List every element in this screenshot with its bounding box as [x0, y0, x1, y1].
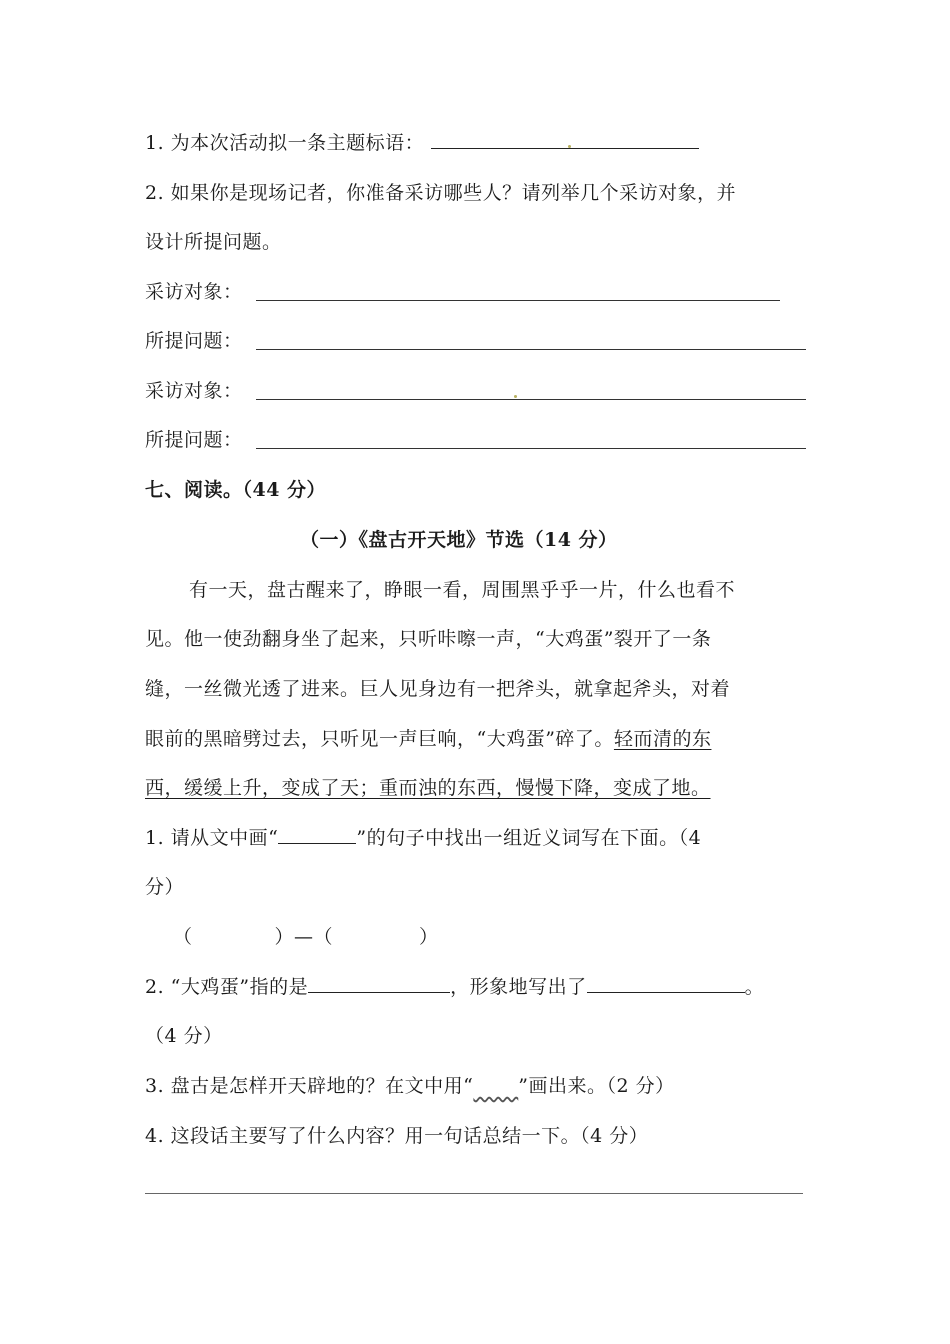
reading-question-2-a: 2. “大鸡蛋”指的是	[145, 976, 309, 998]
section-7-title: 七、阅读。（44 分）	[145, 479, 327, 501]
question-1	[145, 130, 699, 156]
reading-question-2	[145, 974, 764, 1000]
question-label-2: 所提问题：	[145, 429, 243, 451]
reading-question-3	[145, 1073, 675, 1099]
passage-line-4	[145, 726, 711, 752]
synonym-paren-right: ）	[419, 926, 439, 948]
question-2-line-2: 设计所提问题。	[145, 231, 282, 253]
interviewee-answer-line-1[interactable]	[256, 300, 780, 301]
question-2-line-1: 2. 如果你是现场记者，你准备采访哪些人？请列举几个采访对象，并	[145, 182, 737, 204]
synonym-paren-left: （	[173, 926, 193, 948]
question-1-text: 1. 为本次活动拟一条主题标语：	[145, 132, 425, 154]
synonym-paren-mid: ）—（	[274, 926, 334, 948]
wavy-marker-sample	[473, 1075, 518, 1097]
underlined-sentence-end: 西，缓缓上升，变成了天；重而浊的东西，慢慢下降，变成了地。	[145, 777, 711, 799]
question-answer-line-2[interactable]	[256, 448, 806, 449]
reading-question-2-score: （4 分）	[145, 1025, 223, 1047]
question-label-1: 所提问题：	[145, 330, 243, 352]
synonym-pair	[173, 924, 439, 950]
passage-line-3: 缝，一丝微光透了进来。巨人见身边有一把斧头，就拿起斧头，对着	[145, 678, 731, 700]
reading-question-2-b: ，形象地写出了	[450, 976, 587, 998]
underline-marker-sample	[278, 825, 356, 844]
passage-title: （一）《盘古开天地》节选（14 分）	[300, 529, 618, 551]
passage-line-2: 见。他一使劲翻身坐了起来，只听咔嚓一声，“大鸡蛋”裂开了一条	[145, 628, 712, 650]
depiction-answer-blank[interactable]	[587, 974, 745, 993]
reading-question-1	[145, 825, 701, 851]
passage-line-4-text: 眼前的黑暗劈过去，只听见一声巨响，“大鸡蛋”碎了。	[145, 728, 614, 750]
question-answer-line-1[interactable]	[256, 349, 806, 350]
interviewee-label-2: 采访对象：	[145, 380, 243, 402]
speck	[568, 145, 571, 148]
reading-question-1-score: 分）	[145, 876, 185, 898]
summary-answer-line[interactable]	[145, 1193, 803, 1194]
interviewee-answer-line-2[interactable]	[256, 399, 806, 400]
speck	[514, 395, 517, 398]
passage-line-1: 有一天，盘古醒来了，睁眼一看，周围黑乎乎一片，什么也看不	[189, 579, 736, 601]
interviewee-label-1: 采访对象：	[145, 281, 243, 303]
underlined-sentence-start: 轻而清的东	[613, 728, 712, 750]
big-egg-answer-blank[interactable]	[308, 974, 450, 993]
reading-question-3-b: ”画出来。（2 分）	[518, 1075, 675, 1097]
reading-question-1-a: 1. 请从文中画“	[145, 827, 279, 849]
reading-question-3-a: 3. 盘古是怎样开天辟地的？在文中用“	[145, 1075, 474, 1097]
slogan-answer-blank[interactable]	[431, 130, 699, 149]
reading-question-4: 4. 这段话主要写了什么内容？用一句话总结一下。（4 分）	[145, 1125, 649, 1147]
reading-question-1-b: ”的句子中找出一组近义词写在下面。（4	[356, 827, 702, 849]
reading-question-2-c: 。	[744, 976, 765, 998]
